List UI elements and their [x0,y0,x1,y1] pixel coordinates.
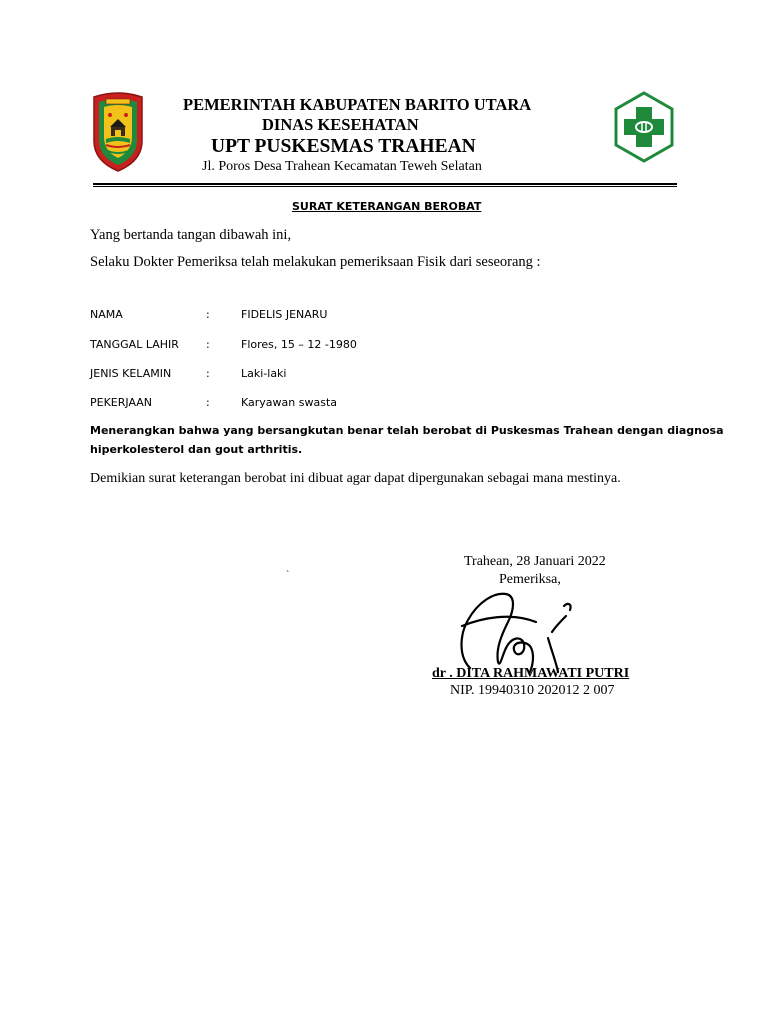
handwritten-signature [452,582,592,678]
stray-mark: ` [286,570,290,581]
intro-line-2: Selaku Dokter Pemeriksa telah melakukan pemeriksaan Fisik dari seseorang : [90,254,541,270]
field-label-occupation: PEKERJAAN [90,396,153,409]
letterhead-department-line: DINAS KESEHATAN [262,115,419,134]
field-separator: : [206,308,210,321]
field-value-occupation: Karyawan swasta [241,396,337,409]
field-label-birth: TANGGAL LAHIR [90,338,179,351]
field-label-name: NAMA [90,308,123,321]
regency-emblem-logo [90,91,146,173]
letterhead-address: Jl. Poros Desa Trahean Kecamatan Teweh Selatan [202,159,482,174]
field-separator: : [206,396,210,409]
field-separator: : [206,338,210,351]
closing-sentence: Demikian surat keterangan berobat ini dibuat agar dapat dipergunakan sebagai mana mestinya. [90,471,621,486]
field-value-birth: Flores, 15 – 12 -1980 [241,338,357,351]
document-title: SURAT KETERANGAN BEROBAT [292,200,482,213]
field-value-name: FIDELIS JENARU [241,308,328,321]
field-separator: : [206,367,210,380]
doctor-nip: NIP. 19940310 202012 2 007 [450,683,615,698]
place-and-date: Trahean, 28 Januari 2022 [464,554,606,569]
statement-line-2: hiperkolesterol dan gout arthritis. [90,443,303,456]
statement-line-1: Menerangkan bahwa yang bersangkutan benar telah berobat di Puskesmas Trahean dengan diagnosa [90,424,724,437]
intro-line-1: Yang bertanda tangan dibawah ini, [90,227,292,243]
doctor-name: dr . DITA RAHMAWATI PUTRI [432,666,630,681]
signer-role: Pemeriksa, [499,572,561,587]
letterhead-divider [93,183,677,187]
letterhead-government-line: PEMERINTAH KABUPATEN BARITO UTARA [183,95,532,114]
puskesmas-cross-logo [613,91,675,163]
field-value-gender: Laki-laki [241,367,287,380]
field-label-gender: JENIS KELAMIN [90,367,172,380]
letterhead-institution-name: UPT PUSKESMAS TRAHEAN [211,136,476,157]
